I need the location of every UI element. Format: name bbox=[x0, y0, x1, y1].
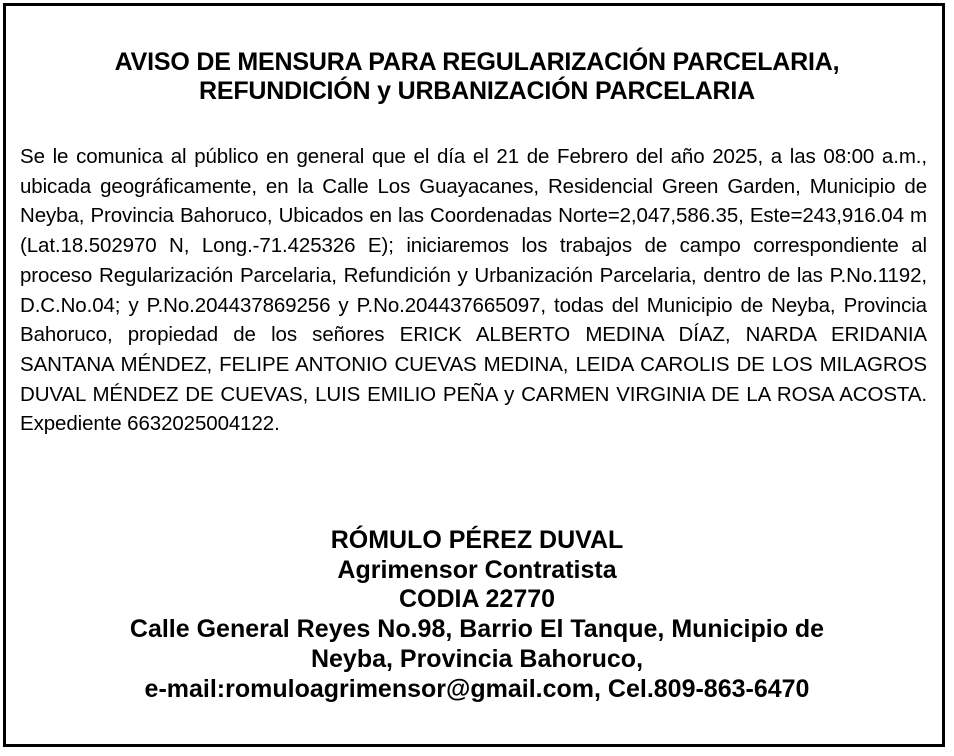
signature-address-line-2: Neyba, Provincia Bahoruco, bbox=[310, 644, 644, 673]
notice-body: Se le comunica al público en general que el día el 21 de Febrero del año 2025, a las 08:00 a.m., ubicada geográficamente, en la Calle Los Guayacanes, Residencial Green Garden, Municipio de Neyba, Provincia Bahoruco, Ubicados en las Coordenadas Norte=2,047,586.35, Este=243,916.04 m (Lat.18.502970 N, Long.-71.425326 E); iniciaremos los trabajos de campo correspondiente al proceso Regularización Parcelaria, Refundición y Urbanización Parcelaria, dentro de las P.No.1192, D.C.No.04; y P.No.204437869256 y P.No.204437665097, todas del Municipio de Neyba, Provincia Bahoruco, propiedad de los señores ERICK ALBERTO MEDINA DÍAZ, NARDA ERIDANIA SANTANA MÉNDEZ, FELIPE ANTONIO CUEVAS MEDINA, LEIDA CAROLIS DE LOS MILAGROS DUVAL MÉNDEZ DE CUEVAS, LUIS EMILIO PEÑA y CARMEN VIRGINIA DE LA ROSA ACOSTA. Expediente 6632025004122. bbox=[20, 145, 927, 436]
signature-codia: CODIA 22770 bbox=[398, 585, 556, 614]
signature-name: RÓMULO PÉREZ DUVAL bbox=[330, 526, 624, 554]
notice-title bbox=[0, 48, 954, 106]
notice-title-line-2: REFUNDICIÓN y URBANIZACIÓN PARCELARIA bbox=[198, 77, 756, 105]
signature-contact: e-mail:romuloagrimensor@gmail.com, Cel.809-863-6470 bbox=[144, 674, 810, 703]
signature-block bbox=[0, 526, 954, 704]
notice-title-line-1: AVISO DE MENSURA PARA REGULARIZACIÓN PARCELARIA, bbox=[114, 48, 840, 76]
signature-role: Agrimensor Contratista bbox=[337, 555, 617, 584]
signature-address-line-1: Calle General Reyes No.98, Barrio El Tanque, Municipio de bbox=[129, 615, 825, 644]
